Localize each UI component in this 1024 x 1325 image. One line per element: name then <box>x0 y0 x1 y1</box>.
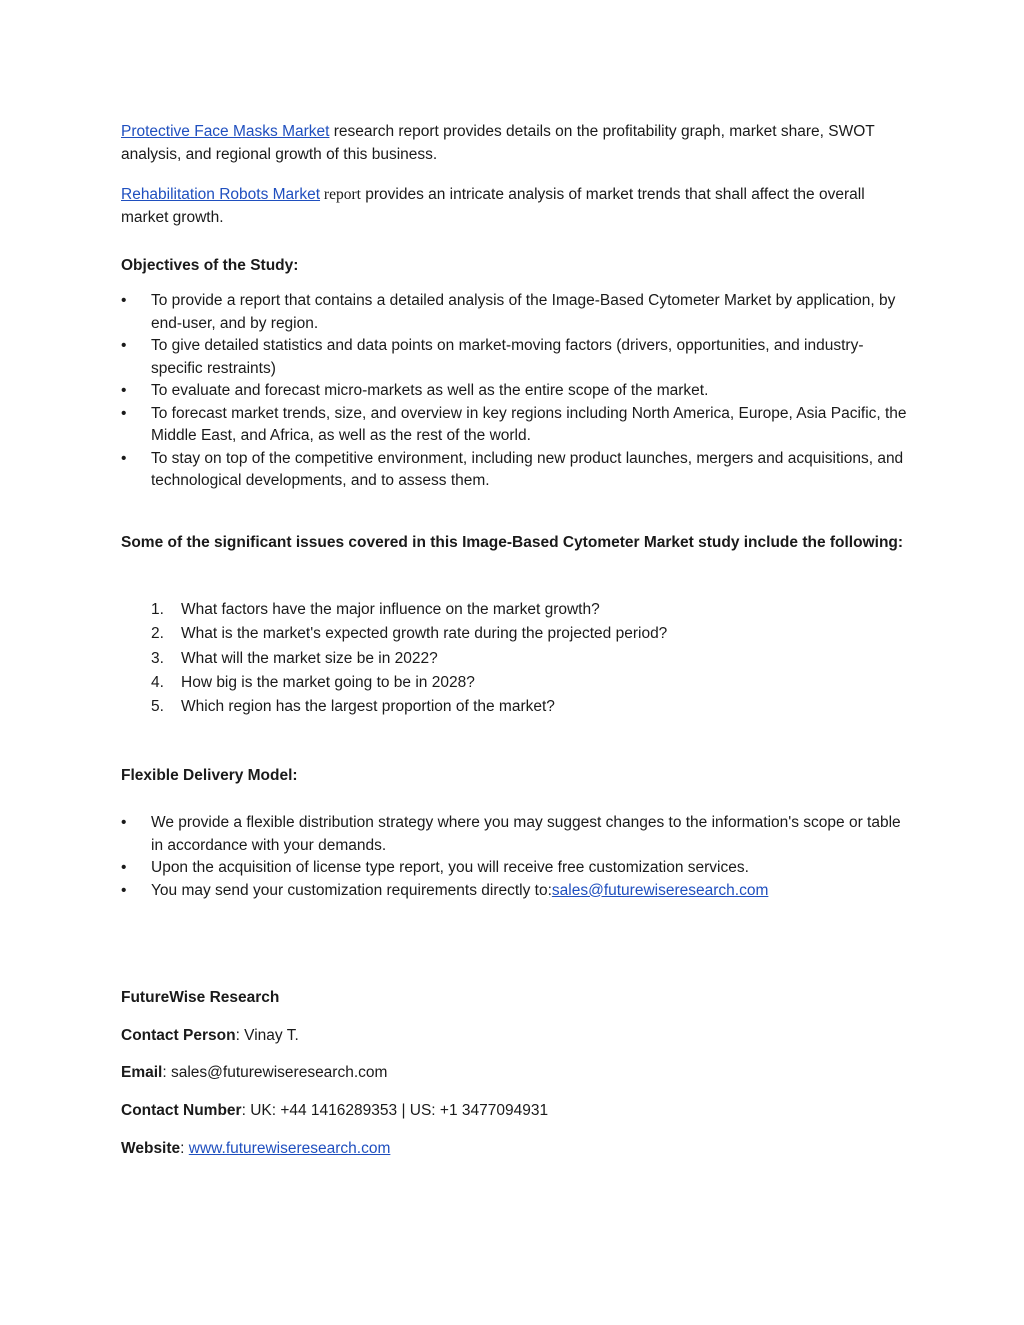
list-item <box>121 857 911 880</box>
company-name: FutureWise Research <box>121 989 280 1006</box>
bullet-mark: • <box>121 382 127 399</box>
contact-number-value: : UK: +44 1416289353 | US: +1 3477094931 <box>241 1102 549 1119</box>
intro-paragraph-2-report-word: report <box>320 186 361 203</box>
list-item-text: What is the market's expected growth rate during the projected period? <box>181 625 668 643</box>
email-line <box>121 1061 911 1084</box>
bullet-mark: • <box>121 881 127 899</box>
bullet-mark: • <box>121 337 127 354</box>
rehabilitation-robots-link[interactable]: Rehabilitation Robots Market <box>121 186 321 203</box>
list-item <box>121 647 911 671</box>
list-item <box>121 290 911 335</box>
list-item-text: What factors have the major influence on the market growth? <box>181 601 600 618</box>
email-label: Email <box>121 1064 163 1081</box>
sales-email-link[interactable]: sales@futurewiseresearch.com <box>551 881 769 899</box>
list-item <box>121 380 911 403</box>
contact-person-label: Contact Person <box>121 1027 236 1044</box>
list-item-text: To forecast market trends, size, and overview in key regions including North America, Europe, Asia Pacific, the Middle East, and Africa, as well as the rest of the world. <box>151 404 907 444</box>
list-number: 2. <box>151 625 164 643</box>
contact-number-line <box>121 1099 911 1122</box>
intro-paragraph-2-text: provides an intricate analysis of market trends that shall affect the overall market growth. <box>121 186 865 226</box>
protective-face-masks-link[interactable]: Protective Face Masks Market <box>121 123 330 140</box>
website-line <box>121 1137 911 1160</box>
list-item-text: To provide a report that contains a detailed analysis of the Image-Based Cytometer Market by application, by end-user, and by region. <box>151 292 896 332</box>
contact-person-value: : Vinay T. <box>235 1027 299 1044</box>
list-number: 4. <box>151 673 164 691</box>
issues-heading: Some of the significant issues covered in this Image-Based Cytometer Market study include the following: <box>121 534 904 551</box>
list-number: 3. <box>151 649 164 667</box>
list-item <box>121 335 911 380</box>
list-item <box>121 695 911 719</box>
issues-list <box>121 598 911 719</box>
intro-paragraph-2 <box>121 183 911 229</box>
list-item <box>121 448 911 493</box>
website-link[interactable]: www.futurewiseresearch.com <box>188 1140 391 1157</box>
objectives-list <box>121 290 911 493</box>
list-item-text: You may send your customization requirements directly to: <box>151 881 552 899</box>
objectives-heading: Objectives of the Study: <box>121 257 299 274</box>
list-item-text: To stay on top of the competitive environment, including new product launches, mergers and acquisitions, and technological developments, and to assess them. <box>151 449 904 489</box>
list-item <box>121 403 911 448</box>
list-item-text: To give detailed statistics and data points on market-moving factors (drivers, opportunities, and industry-specific restraints) <box>151 337 864 377</box>
list-item <box>121 812 911 857</box>
bullet-mark: • <box>121 859 127 876</box>
list-item-text: How big is the market going to be in 2028? <box>181 673 475 691</box>
website-separator: : <box>180 1140 189 1157</box>
list-item <box>121 671 911 695</box>
list-number: 1. <box>151 601 164 618</box>
list-number: 5. <box>151 698 164 716</box>
intro-paragraph-1 <box>121 120 911 166</box>
bullet-mark: • <box>121 814 127 831</box>
list-item-text: Upon the acquisition of license type report, you will receive free customization services. <box>151 859 749 876</box>
list-item <box>121 880 911 903</box>
contact-person-line <box>121 1024 911 1047</box>
list-item-text: We provide a flexible distribution strategy where you may suggest changes to the information's scope or table in accordance with your demands. <box>151 814 901 854</box>
bullet-mark: • <box>121 404 127 422</box>
list-item <box>121 598 911 622</box>
contact-number-label: Contact Number <box>121 1102 242 1119</box>
list-item-text: Which region has the largest proportion of the market? <box>181 698 555 716</box>
list-item-text: To evaluate and forecast micro-markets as well as the entire scope of the market. <box>151 382 709 399</box>
website-label: Website <box>121 1140 181 1157</box>
email-value: : sales@futurewiseresearch.com <box>162 1064 388 1081</box>
bullet-mark: • <box>121 449 127 467</box>
bullet-mark: • <box>121 292 127 309</box>
intro-paragraph-1-text: research report provides details on the profitability graph, market share, SWOT analysis, and regional growth of this business. <box>121 123 875 163</box>
list-item <box>121 622 911 646</box>
delivery-heading: Flexible Delivery Model: <box>121 767 298 784</box>
list-item-text: What will the market size be in 2022? <box>181 649 438 667</box>
delivery-list <box>121 812 911 902</box>
